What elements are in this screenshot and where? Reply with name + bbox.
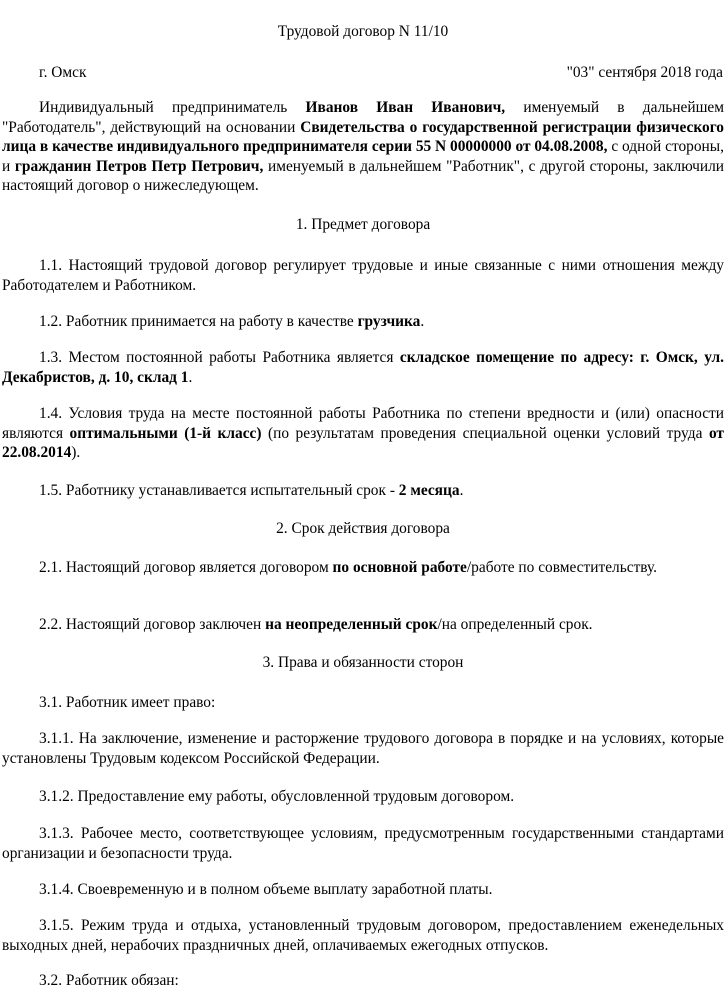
workplace-address: складское помещение по адресу: г. Омск, ул. Декабристов, д. 10, склад 1 xyxy=(2,349,724,386)
clause-2-1 xyxy=(2,558,724,578)
probation-period: 2 месяца xyxy=(398,482,460,499)
clause-3-1: 3.1. Работник имеет право: xyxy=(39,694,216,711)
clause-1-4 xyxy=(2,404,724,463)
section-heading-1: 1. Предмет договора xyxy=(295,216,431,233)
section-heading-3: 3. Права и обязанности сторон xyxy=(262,654,464,671)
clause-text: . xyxy=(188,368,193,386)
clause-1-3 xyxy=(2,348,724,387)
clause-3-2: 3.2. Работник обязан: xyxy=(39,972,179,989)
clause-text: ). xyxy=(71,444,81,461)
place-date-line xyxy=(39,63,723,83)
clause-text: /на определенный срок. xyxy=(437,616,593,633)
assessment-date: от 22.08.2014 xyxy=(2,424,724,461)
job-position: грузчика xyxy=(357,313,421,330)
clause-3-1-1: 3.1.1. На заключение, изменение и расторжение трудового договора в порядке и на условиях, которые установлены Трудовым кодексом Российской Федерации. xyxy=(2,730,724,767)
preamble-paragraph xyxy=(2,98,724,196)
document-title: Трудовой договор N 11/10 xyxy=(277,23,449,40)
section-heading-2: 2. Срок действия договора xyxy=(276,520,450,537)
clause-text: 2.1. Настоящий договор является договором xyxy=(39,559,333,576)
employee-name: гражданин Петров Петр Петрович, xyxy=(14,157,264,175)
registration-basis: Свидетельства о государственной регистрации физического лица в качестве индивидуального предпринимателя серии 55 N 00000000 от 04.08.2008, xyxy=(2,118,724,155)
clause-1-1: 1.1. Настоящий трудовой договор регулирует трудовые и иные связанные с ними отношения между Работодателем и Работником. xyxy=(2,257,724,294)
clause-text: . xyxy=(459,482,464,499)
clause-text: . xyxy=(420,313,425,330)
contract-place: г. Омск xyxy=(39,64,87,81)
clause-text: 2.2. Настоящий договор заключен xyxy=(39,616,266,633)
preamble-text: с одной стороны, и xyxy=(2,138,724,175)
preamble-text: Индивидуальный предприниматель xyxy=(39,99,306,116)
preamble-text: именуемый в дальнейшем "Работодатель", действующий на основании xyxy=(2,99,724,136)
clause-text: /работе по совместительству. xyxy=(466,559,658,576)
employer-name: Иванов Иван Иванович, xyxy=(305,99,506,116)
contract-date: "03" сентября 2018 года xyxy=(566,64,723,81)
clause-3-1-2: 3.1.2. Предоставление ему работы, обусловленной трудовым договором. xyxy=(39,788,515,805)
clause-text: 1.2. Работник принимается на работу в качестве xyxy=(39,313,358,330)
employment-type: по основной работе xyxy=(332,559,467,576)
clause-3-1-3: 3.1.3. Рабочее место, соответствующее условиям, предусмотренным государственными стандартами организации и безопасности труда. xyxy=(2,825,724,862)
clause-3-1-4: 3.1.4. Своевременную и в полном объеме выплату заработной платы. xyxy=(39,881,493,898)
clause-text: 1.5. Работнику устанавливается испытательный срок - xyxy=(39,482,399,499)
clause-text: 1.3. Местом постоянной работы Работника является xyxy=(39,349,400,366)
preamble-text: именуемый в дальнейшем "Работник", с другой стороны, заключили настоящий договор о нижеследующем. xyxy=(2,157,725,194)
working-conditions-class: оптимальными (1-й класс) xyxy=(69,424,262,442)
clause-3-1-5: 3.1.5. Режим труда и отдыха, установленный трудовым договором, предоставлением еженедельных выходных дней, нерабочих праздничных дней, оплачиваемых ежегодных отпусков. xyxy=(2,917,724,954)
contract-term: на неопределенный срок xyxy=(265,616,438,633)
clause-2-2 xyxy=(2,615,724,635)
clause-text: (по результатам проведения специальной оценки условий труда xyxy=(261,424,709,442)
clause-1-2 xyxy=(2,312,724,332)
clause-1-5 xyxy=(2,481,724,501)
clause-text: 1.4. Условия труда на месте постоянной работы Работника по степени вредности и (или) опасности являются xyxy=(2,405,724,442)
